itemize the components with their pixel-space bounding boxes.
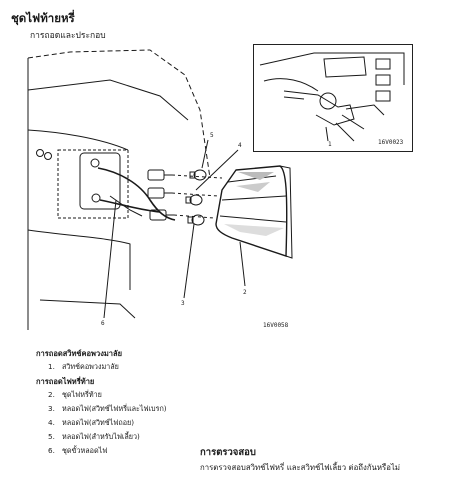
inspection-heading: การตรวจสอบ — [200, 447, 256, 458]
bulb-group — [186, 170, 206, 225]
callout-4: 4 — [238, 142, 242, 149]
list-item: 2. ชุดไฟหรี่ท้าย — [48, 390, 102, 399]
callout-6: 6 — [101, 320, 105, 327]
list-item: 3. หลอดไฟ(สวิทช์ไฟหรี่และไฟเบรก) — [48, 404, 167, 413]
inset-code: 16V0023 — [378, 139, 404, 146]
inset-callout-1: 1 — [328, 141, 332, 148]
removal-lamp-heading: การถอดไฟหรี่ท้าย — [36, 377, 95, 386]
column-switch-diagram — [254, 45, 412, 151]
wire-harness — [98, 168, 175, 220]
list-item: 4. หลอดไฟ(สวิทช์ไฟถอย) — [48, 418, 135, 427]
tail-lamp-assembly — [216, 166, 292, 258]
body-upper-edge — [28, 80, 188, 120]
page-title: ชุดไฟท้ายหรี่ — [11, 11, 75, 25]
list-item: 1. สวิทช์คอพวงมาลัย — [48, 362, 119, 371]
grommet-icon — [45, 153, 52, 160]
callout-2: 2 — [243, 289, 247, 296]
callout-3: 3 — [181, 300, 185, 307]
callout-5: 5 — [210, 132, 214, 139]
page-subtitle: การถอดและประกอบ — [30, 31, 106, 41]
rear-gate-line — [28, 130, 128, 150]
bumper-line — [28, 230, 130, 290]
list-item: 5. หลอดไฟ(สำหรับไฟเลี้ยว) — [48, 432, 140, 441]
inspection-text: การตรวจสอบสวิทช์ไฟหรี่ และสวิทช์ไฟเลี้ยว ต่อถึงกันหรือไม่ — [200, 463, 400, 472]
figure-code: 16V0058 — [263, 322, 289, 329]
body-lower-edge — [40, 300, 135, 318]
list-item: 6. ชุดขั้วหลอดไฟ — [48, 446, 108, 455]
removal-switch-heading: การถอดสวิทช์คอพวงมาลัย — [36, 349, 123, 358]
grommet-icon — [37, 150, 44, 157]
inset-panel — [253, 44, 413, 152]
body-panel-outline — [28, 50, 210, 178]
